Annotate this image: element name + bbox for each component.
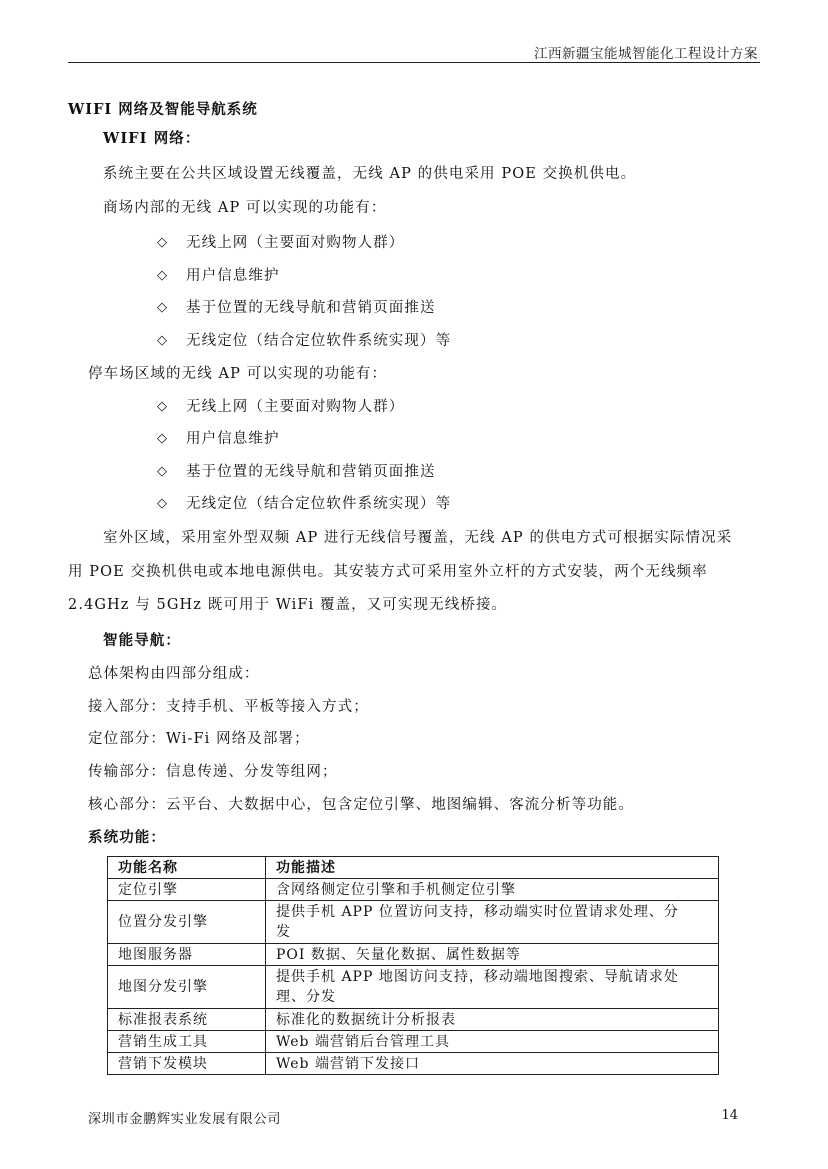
section-title: WIFI 网络及智能导航系统	[68, 101, 258, 118]
nav-line: 总体架构由四部分组成：	[88, 666, 260, 682]
mall-item: 用户信息维护	[186, 268, 280, 284]
function-desc: 标准化的数据统计分析报表	[266, 1009, 719, 1031]
nav-line: 接入部分：支持手机、平板等接入方式；	[88, 699, 369, 715]
diamond-bullet-icon: ◇	[157, 464, 167, 479]
page-number: 14	[721, 1108, 738, 1123]
table-header-name: 功能名称	[108, 857, 266, 879]
table-row	[108, 1009, 719, 1031]
diamond-bullet-icon: ◇	[157, 431, 167, 446]
outdoor-paragraph-line: 用 POE 交换机供电或本地电源供电。其安装方式可采用室外立杆的方式安装，两个无线频率	[68, 564, 708, 580]
header-title: 江西新疆宝能城智能化工程设计方案	[534, 46, 758, 62]
function-name: 营销下发模块	[108, 1053, 266, 1075]
function-desc-line: 提供手机 APP 位置访问支持，移动端实时位置请求处理、分	[276, 904, 679, 920]
function-desc-line: 发	[276, 924, 291, 940]
mall-lead: 商场内部的无线 AP 可以实现的功能有：	[103, 200, 387, 216]
function-name: 地图分发引擎	[108, 966, 266, 1009]
parking-item: 用户信息维护	[186, 431, 280, 447]
nav-title: 智能导航：	[103, 632, 181, 649]
table-row	[108, 966, 719, 1009]
table-row	[108, 944, 719, 966]
function-desc: POI 数据、矢量化数据、属性数据等	[266, 944, 719, 966]
diamond-bullet-icon: ◇	[157, 496, 167, 511]
wifi-intro: 系统主要在公共区域设置无线覆盖，无线 AP 的供电采用 POE 交换机供电。	[103, 166, 637, 182]
function-name: 位置分发引擎	[108, 901, 266, 944]
diamond-bullet-icon: ◇	[157, 399, 167, 414]
function-name: 地图服务器	[108, 944, 266, 966]
parking-item: 无线定位（结合定位软件系统实现）等	[186, 496, 452, 512]
function-desc-line: 提供手机 APP 地图访问支持，移动端地图搜索、导航请求处	[276, 969, 679, 985]
nav-line: 传输部分：信息传递、分发等组网；	[88, 764, 338, 780]
functions-title: 系统功能：	[88, 829, 166, 846]
function-desc: Web 端营销后台管理工具	[266, 1031, 719, 1053]
function-desc	[266, 901, 719, 944]
table-header-row	[108, 857, 719, 879]
parking-lead: 停车场区域的无线 AP 可以实现的功能有：	[88, 366, 388, 382]
function-name: 营销生成工具	[108, 1031, 266, 1053]
footer-company: 深圳市金鹏辉实业发展有限公司	[88, 1112, 282, 1127]
table-row	[108, 901, 719, 944]
table-row	[108, 1053, 719, 1075]
parking-item: 无线上网（主要面对购物人群）	[186, 399, 405, 415]
function-desc-line: 理、分发	[276, 989, 336, 1005]
mall-item: 无线定位（结合定位软件系统实现）等	[186, 333, 452, 349]
mall-item: 基于位置的无线导航和营销页面推送	[186, 300, 436, 316]
table-row	[108, 1031, 719, 1053]
functions-table	[107, 856, 719, 1075]
outdoor-paragraph-line: 室外区域，采用室外型双频 AP 进行无线信号覆盖，无线 AP 的供电方式可根据实际情况采	[103, 530, 733, 546]
mall-item: 无线上网（主要面对购物人群）	[186, 235, 405, 251]
nav-line: 定位部分：Wi-Fi 网络及部署；	[88, 731, 310, 747]
diamond-bullet-icon: ◇	[157, 235, 167, 250]
diamond-bullet-icon: ◇	[157, 268, 167, 283]
wifi-title: WIFI 网络：	[103, 130, 201, 147]
parking-item: 基于位置的无线导航和营销页面推送	[186, 464, 436, 480]
outdoor-paragraph-line: 2.4GHz 与 5GHz 既可用于 WiFi 覆盖，又可实现无线桥接。	[68, 597, 508, 613]
diamond-bullet-icon: ◇	[157, 333, 167, 348]
function-name: 标准报表系统	[108, 1009, 266, 1031]
table-header-desc: 功能描述	[266, 857, 719, 879]
function-desc: Web 端营销下发接口	[266, 1053, 719, 1075]
function-desc	[266, 966, 719, 1009]
function-name: 定位引擎	[108, 879, 266, 901]
header-rule	[68, 62, 760, 63]
nav-line: 核心部分：云平台、大数据中心，包含定位引擎、地图编辑、客流分析等功能。	[88, 797, 634, 813]
diamond-bullet-icon: ◇	[157, 300, 167, 315]
function-desc: 含网络侧定位引擎和手机侧定位引擎	[266, 879, 719, 901]
table-row	[108, 879, 719, 901]
